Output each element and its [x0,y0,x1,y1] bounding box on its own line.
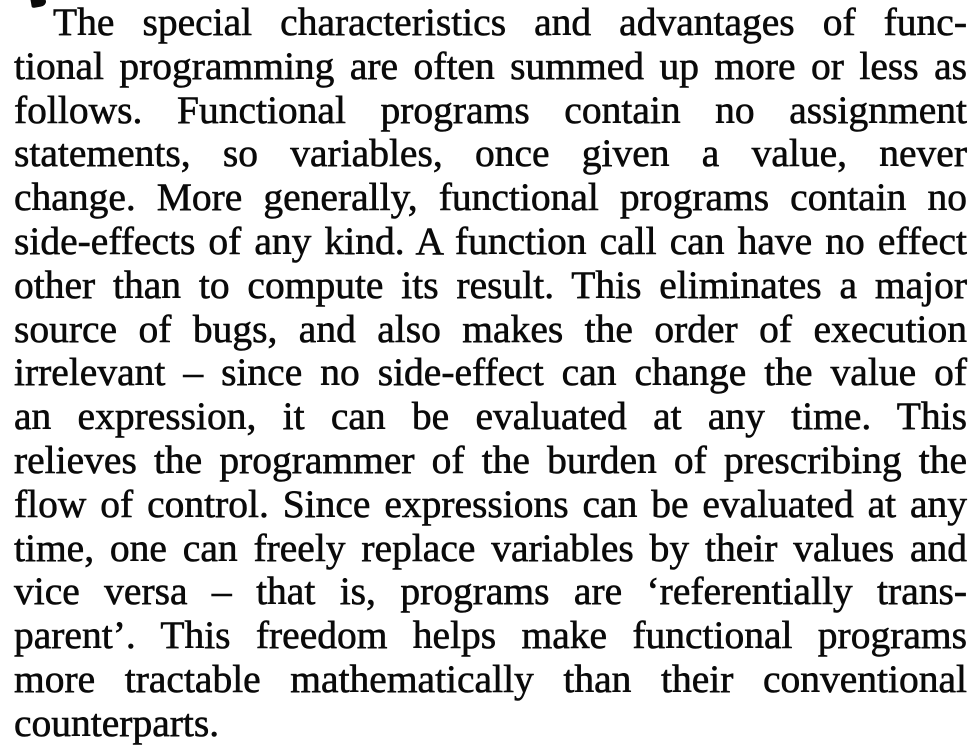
text-line: side-effects of any kind. A function call can have no effect [14,218,967,263]
text-line: irrelevant – since no side-effect can change the value of [14,350,967,395]
text-line: tional programming are often summed up more or less as [14,43,967,88]
text-line: counterparts. [14,700,220,745]
text-line: more tractable mathematically than their conventional [14,656,967,701]
text-line: time, one can freely replace variables by their values and [14,525,967,570]
text-line: statements, so variables, once given a value, never [14,131,967,176]
paragraph [14,1,967,746]
text-line: an expression, it can be evaluated at any time. This [14,394,967,439]
text-line: relieves the programmer of the burden of prescribing the [14,437,967,482]
text-line: follows. Functional programs contain no assignment [14,87,967,132]
text-line: change. More generally, functional programs contain no [14,175,967,220]
text-line: source of bugs, and also makes the order of execution [14,306,967,351]
text-line: The special characteristics and advantages of func- [53,0,967,44]
text-line: other than to compute its result. This eliminates a major [14,262,967,307]
text-line: parent’. This freedom helps make functional programs [14,613,967,658]
text-line: flow of control. Since expressions can be evaluated at any [14,481,967,526]
text-line: vice versa – that is, programs are ‘referentially trans- [14,569,967,614]
